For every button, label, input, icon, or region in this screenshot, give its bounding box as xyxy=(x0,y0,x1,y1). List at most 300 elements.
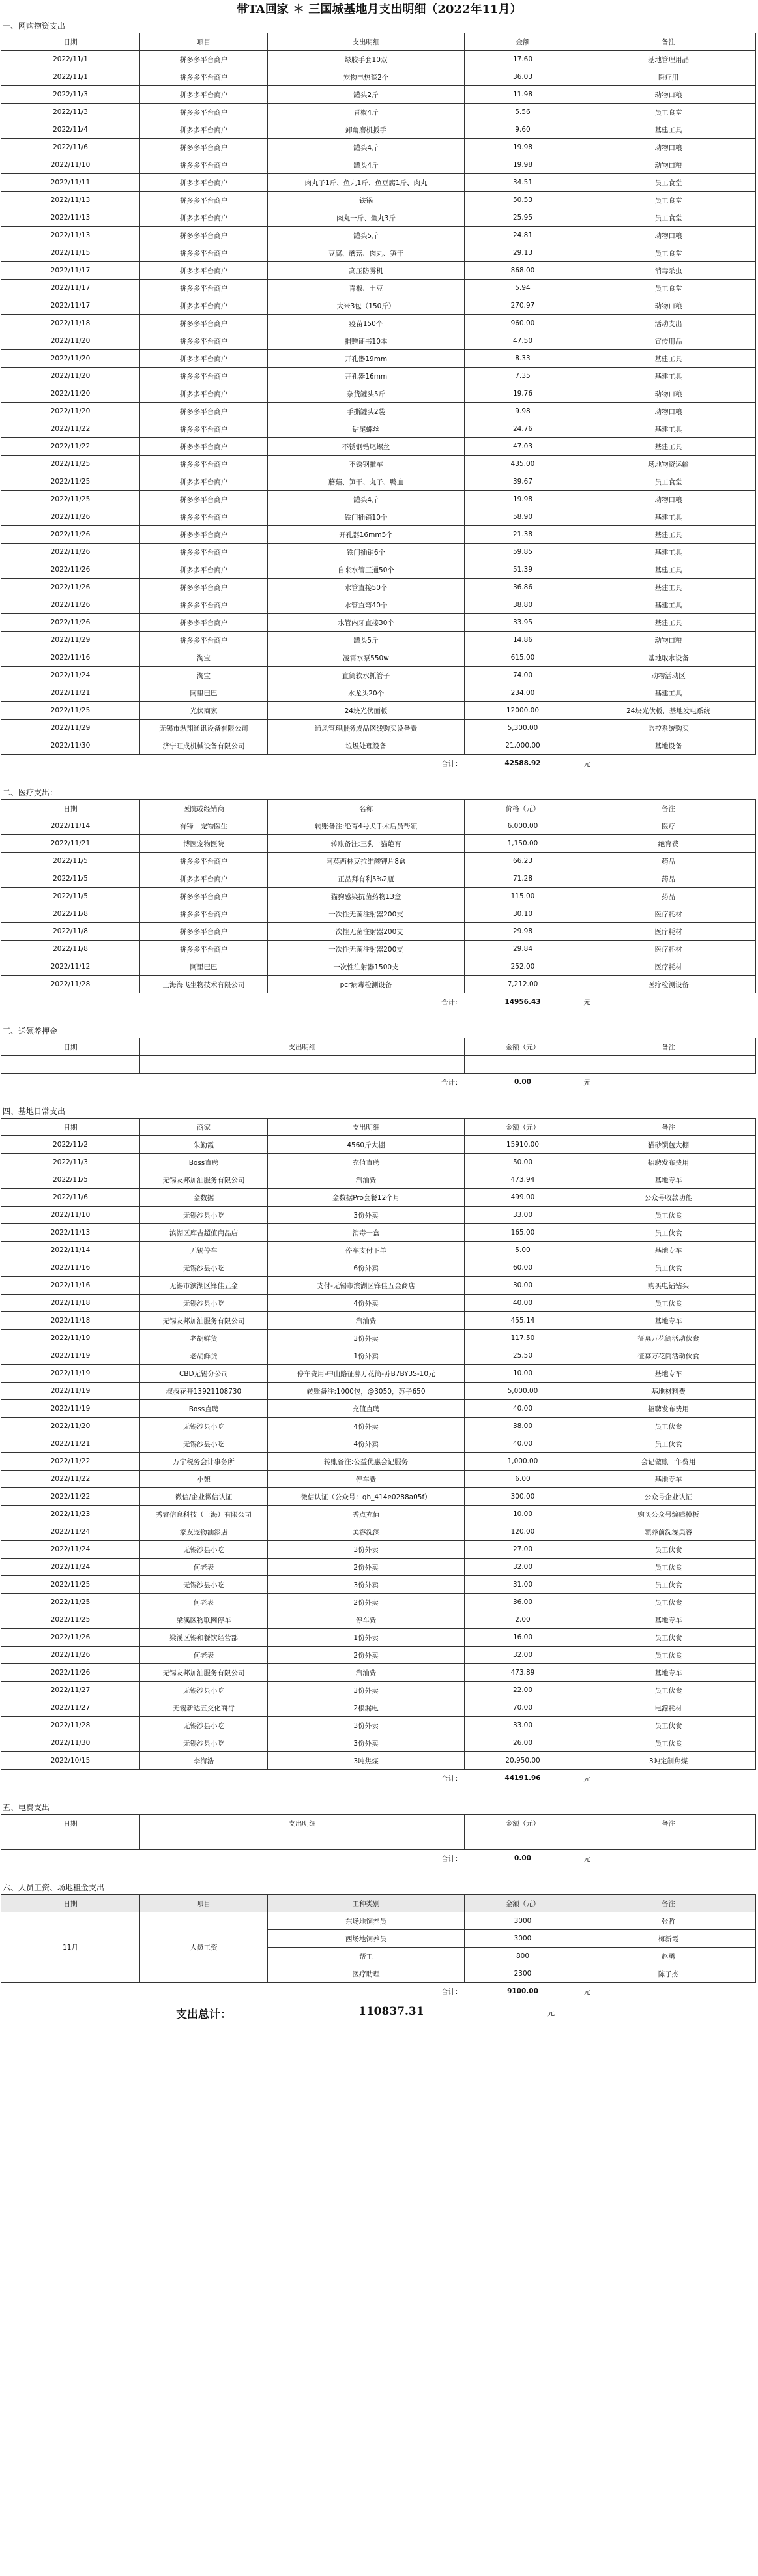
table-cell: 员工伙食 xyxy=(581,1647,756,1664)
table-row xyxy=(1,438,756,456)
table-cell: 2022/11/22 xyxy=(1,420,140,438)
table-cell: 基建工具 xyxy=(581,579,756,596)
table-cell: 无锡沙县小吃 xyxy=(140,1418,268,1435)
header-amount: 金额 xyxy=(465,33,581,51)
table-cell: 2022/11/20 xyxy=(1,1418,140,1435)
table-cell: 汽油费 xyxy=(268,1664,465,1682)
table-cell: 2022/11/10 xyxy=(1,156,140,174)
table-cell: 青椒4斤 xyxy=(268,104,465,121)
table-cell: 拼多多平台商户 xyxy=(140,438,268,456)
adoption-deposit-table xyxy=(1,1038,756,1090)
table-cell: 拼多多平台商户 xyxy=(140,192,268,209)
table-row xyxy=(1,1682,756,1699)
total-row xyxy=(1,755,756,772)
header-note: 备注 xyxy=(581,1895,756,1912)
table-cell: 2022/11/25 xyxy=(1,702,140,720)
table-row xyxy=(1,632,756,649)
table-cell: 老胡鲜货 xyxy=(140,1330,268,1347)
table-cell: 基地管理用品 xyxy=(581,51,756,68)
table-cell: 员工伙食 xyxy=(581,1594,756,1611)
table-cell: 朱勤霞 xyxy=(140,1136,268,1154)
table-row xyxy=(1,1594,756,1611)
table-row xyxy=(1,853,756,870)
table-cell: 转账备注:公益优惠会记服务 xyxy=(268,1453,465,1471)
table-cell: 东场地饲养员 xyxy=(268,1912,465,1930)
table-row xyxy=(1,1242,756,1259)
table-cell: 2022/11/18 xyxy=(1,1295,140,1312)
table-cell: 38.00 xyxy=(465,1418,581,1435)
table-cell: 员工伙食 xyxy=(581,1682,756,1699)
table-cell: 34.51 xyxy=(465,174,581,192)
table-cell: 33.00 xyxy=(465,1717,581,1734)
table-cell: 3份外卖 xyxy=(268,1734,465,1752)
table-row xyxy=(1,350,756,368)
table-header-row xyxy=(1,1038,756,1056)
table-cell: 8.33 xyxy=(465,350,581,368)
table-cell: 拼多多平台商户 xyxy=(140,385,268,403)
table-cell: 3吨焦煤 xyxy=(268,1752,465,1770)
table-cell: 拼多多平台商户 xyxy=(140,332,268,350)
table-cell: 罐头2斤 xyxy=(268,86,465,104)
table-cell: 2022/11/25 xyxy=(1,1594,140,1611)
table-row xyxy=(1,1912,756,1930)
table-cell: 医疗耗材 xyxy=(581,923,756,941)
table-cell: 2根漏电 xyxy=(268,1699,465,1717)
table-cell: 基建工具 xyxy=(581,526,756,544)
table-cell: 秀睿信息科技（上海）有限公司 xyxy=(140,1506,268,1523)
table-cell: 2022/11/1 xyxy=(1,68,140,86)
total-row xyxy=(1,1850,756,1867)
table-row xyxy=(1,209,756,227)
table-cell: 医疗检测设备 xyxy=(581,976,756,993)
table-row xyxy=(1,923,756,941)
table-cell: 药品 xyxy=(581,870,756,888)
table-cell: 120.00 xyxy=(465,1523,581,1541)
table-cell: 基建工具 xyxy=(581,684,756,702)
table-cell: 梁溪区物联网停车 xyxy=(140,1611,268,1629)
table-row xyxy=(1,649,756,667)
table-cell: 基地取水设备 xyxy=(581,649,756,667)
table-cell: 5.56 xyxy=(465,104,581,121)
table-cell: 绝育费 xyxy=(581,835,756,853)
header-detail: 支出明细 xyxy=(140,1815,465,1832)
table-row xyxy=(1,958,756,976)
table-row xyxy=(1,244,756,262)
table-cell: 手撕罐头2袋 xyxy=(268,403,465,420)
table-cell: 2022/11/25 xyxy=(1,491,140,508)
grand-total xyxy=(0,2000,758,2022)
table-cell: 员工食堂 xyxy=(581,174,756,192)
table-cell: 梁溪区锡和餐饮经营部 xyxy=(140,1629,268,1647)
table-cell: 自来水管三通50个 xyxy=(268,561,465,579)
table-cell: 32.00 xyxy=(465,1559,581,1576)
total-value: 0.00 xyxy=(514,1854,531,1862)
table-cell: 无锡新达五交化商行 xyxy=(140,1699,268,1717)
total-value: 9100.00 xyxy=(507,1987,538,1995)
table-cell: 会记做账一年费用 xyxy=(581,1453,756,1471)
table-cell: 50.00 xyxy=(465,1154,581,1171)
table-cell: 基建工具 xyxy=(581,614,756,632)
grand-total-unit: 元 xyxy=(547,2009,555,2017)
table-cell: 停车费 xyxy=(268,1471,465,1488)
table-cell: 无锡停车 xyxy=(140,1242,268,1259)
table-cell: 2022/11/24 xyxy=(1,1541,140,1559)
table-cell: 拼多多平台商户 xyxy=(140,86,268,104)
table-cell: 165.00 xyxy=(465,1224,581,1242)
table-cell: 医疗耗材 xyxy=(581,958,756,976)
table-cell: 2022/11/26 xyxy=(1,508,140,526)
table-cell: 拼多多平台商户 xyxy=(140,174,268,192)
header-job-type: 工种类别 xyxy=(268,1895,465,1912)
table-cell: 一次性注射器1500支 xyxy=(268,958,465,976)
table-cell: 动物口粮 xyxy=(581,227,756,244)
total-row xyxy=(1,993,756,1011)
table-cell: 2022/11/2 xyxy=(1,1136,140,1154)
table-row xyxy=(1,1259,756,1277)
table-row xyxy=(1,368,756,385)
table-cell: 2022/11/17 xyxy=(1,280,140,297)
table-row xyxy=(1,86,756,104)
table-cell: 拼多多平台商户 xyxy=(140,579,268,596)
header-name: 名称 xyxy=(268,800,465,817)
table-cell: 动物口粮 xyxy=(581,385,756,403)
table-cell: 基地专车 xyxy=(581,1471,756,1488)
table-cell: 615.00 xyxy=(465,649,581,667)
table-cell: 动物口粮 xyxy=(581,156,756,174)
table-cell: 微信认证（公众号：gh_414e0288a05f） xyxy=(268,1488,465,1506)
table-cell: 青椒、土豆 xyxy=(268,280,465,297)
table-cell: 无锡沙县小吃 xyxy=(140,1259,268,1277)
table-cell: 2022/11/18 xyxy=(1,315,140,332)
section-medical-label: 二、医疗支出： xyxy=(3,788,58,797)
total-row xyxy=(1,1983,756,2000)
table-cell: 罐头5斤 xyxy=(268,632,465,649)
table-cell: 58.90 xyxy=(465,508,581,526)
table-cell: 无锡市纵翔通讯设备有限公司 xyxy=(140,720,268,737)
table-cell: 药品 xyxy=(581,853,756,870)
table-cell: 员工伙食 xyxy=(581,1224,756,1242)
table-cell: 钻尾螺丝 xyxy=(268,420,465,438)
table-cell: 无锡市滨湖区锋佳五金 xyxy=(140,1277,268,1295)
table-cell: 基地专车 xyxy=(581,1312,756,1330)
table-cell: 25.95 xyxy=(465,209,581,227)
table-cell: 24.81 xyxy=(465,227,581,244)
table-cell: 252.00 xyxy=(465,958,581,976)
table-cell: 无锡沙县小吃 xyxy=(140,1295,268,1312)
table-cell xyxy=(140,755,268,772)
table-cell: 2022/11/26 xyxy=(1,1664,140,1682)
table-row xyxy=(1,1488,756,1506)
table-cell: 2022/11/21 xyxy=(1,684,140,702)
header-note: 备注 xyxy=(581,33,756,51)
table-row xyxy=(1,1734,756,1752)
table-cell: 拼多多平台商户 xyxy=(140,51,268,68)
table-cell: 2022/11/22 xyxy=(1,1488,140,1506)
table-row xyxy=(1,1717,756,1734)
header-amount: 金额（元） xyxy=(465,1038,581,1056)
table-cell: 拼多多平台商户 xyxy=(140,350,268,368)
table-cell: 凌霄水泵550w xyxy=(268,649,465,667)
table-cell: 3000 xyxy=(465,1930,581,1948)
header-amount: 金额（元） xyxy=(465,1119,581,1136)
table-cell: 医疗耗材 xyxy=(581,905,756,923)
table-cell: 33.00 xyxy=(465,1207,581,1224)
table-cell: 员工食堂 xyxy=(581,473,756,491)
table-cell: 2份外卖 xyxy=(268,1647,465,1664)
table-cell: 宠物电热毯2个 xyxy=(268,68,465,86)
table-cell: 公众号收款功能 xyxy=(581,1189,756,1207)
table-cell: 招聘发布费用 xyxy=(581,1400,756,1418)
table-cell: 员工伙食 xyxy=(581,1435,756,1453)
table-cell: 汽油费 xyxy=(268,1312,465,1330)
table-row xyxy=(1,385,756,403)
table-cell: 2022/11/25 xyxy=(1,473,140,491)
table-cell: 2022/11/24 xyxy=(1,667,140,684)
table-row xyxy=(1,1277,756,1295)
table-cell: 2022/11/16 xyxy=(1,1259,140,1277)
table-cell: 罐头4斤 xyxy=(268,139,465,156)
table-cell: 一次性无菌注射器200支 xyxy=(268,941,465,958)
table-cell: 5.94 xyxy=(465,280,581,297)
table-cell: 基地专车 xyxy=(581,1242,756,1259)
table-cell: 2022/11/28 xyxy=(1,976,140,993)
table-cell: 金数据 xyxy=(140,1189,268,1207)
table-cell: 960.00 xyxy=(465,315,581,332)
table-header-row xyxy=(1,1815,756,1832)
table-cell: 7,212.00 xyxy=(465,976,581,993)
table-cell: 2022/11/30 xyxy=(1,737,140,755)
table-cell: 无锡沙县小吃 xyxy=(140,1682,268,1699)
table-cell: 宣传用品 xyxy=(581,332,756,350)
table-cell: 征募万花筒活动伙食 xyxy=(581,1330,756,1347)
table-row xyxy=(1,976,756,993)
table-cell: 499.00 xyxy=(465,1189,581,1207)
table-cell: 32.00 xyxy=(465,1647,581,1664)
table-cell: 6.00 xyxy=(465,1471,581,1488)
table-cell: 基建工具 xyxy=(581,508,756,526)
total-unit: 元 xyxy=(583,1774,590,1783)
table-cell: 2022/11/26 xyxy=(1,579,140,596)
table-cell: 员工伙食 xyxy=(581,1418,756,1435)
online-purchase-table xyxy=(1,33,756,772)
grand-total-value: 110837.31 xyxy=(358,2005,424,2018)
table-cell: 71.28 xyxy=(465,870,581,888)
table-cell xyxy=(1,755,140,772)
total-unit: 元 xyxy=(583,1987,590,1996)
table-cell: 9.98 xyxy=(465,403,581,420)
medical-table xyxy=(1,799,756,1010)
table-row xyxy=(1,1559,756,1576)
table-row xyxy=(1,579,756,596)
header-note: 备注 xyxy=(581,1038,756,1056)
table-row xyxy=(1,1312,756,1330)
table-cell: 停车费 xyxy=(268,1611,465,1629)
grand-total-label: 支出总计： xyxy=(176,2008,231,2021)
table-cell: 医疗 xyxy=(581,817,756,835)
table-cell: 济宁旺成机械设备有限公司 xyxy=(140,737,268,755)
table-row xyxy=(1,941,756,958)
table-cell: 直筒软水抓管子 xyxy=(268,667,465,684)
table-cell: 电源耗材 xyxy=(581,1699,756,1717)
table-cell: 70.00 xyxy=(465,1699,581,1717)
table-row xyxy=(1,1400,756,1418)
table-cell: 2022/11/8 xyxy=(1,905,140,923)
table-cell: 无锡沙县小吃 xyxy=(140,1541,268,1559)
table-row xyxy=(1,1418,756,1435)
table-cell: 员工食堂 xyxy=(581,280,756,297)
table-row xyxy=(1,1664,756,1682)
table-row xyxy=(1,737,756,755)
table-cell: 26.00 xyxy=(465,1734,581,1752)
table-cell: 19.76 xyxy=(465,385,581,403)
table-row xyxy=(1,544,756,561)
table-cell: 员工伙食 xyxy=(581,1207,756,1224)
table-cell: 肉丸一斤、鱼丸3斤 xyxy=(268,209,465,227)
table-cell: 29.84 xyxy=(465,941,581,958)
table-cell: 蘑菇、笋干、丸子、鸭血 xyxy=(268,473,465,491)
table-cell: 2022/11/29 xyxy=(1,632,140,649)
table-cell: 3份外卖 xyxy=(268,1682,465,1699)
table-cell: 西场地饲养员 xyxy=(268,1930,465,1948)
table-cell: 无锡沙县小吃 xyxy=(140,1207,268,1224)
table-row xyxy=(1,262,756,280)
table-cell: 2022/11/27 xyxy=(1,1682,140,1699)
table-cell: 2022/11/26 xyxy=(1,1647,140,1664)
table-cell: 梅新霞 xyxy=(581,1930,756,1948)
table-cell: 何老表 xyxy=(140,1559,268,1576)
table-cell: 19.98 xyxy=(465,139,581,156)
table-row xyxy=(1,870,756,888)
table-cell: 员工食堂 xyxy=(581,209,756,227)
table-cell: 基地专车 xyxy=(581,1365,756,1383)
table-cell: 66.23 xyxy=(465,853,581,870)
table-cell: 拼多多平台商户 xyxy=(140,473,268,491)
table-cell: 2022/11/19 xyxy=(1,1347,140,1365)
table-cell: 39.67 xyxy=(465,473,581,491)
table-cell: 5,000.00 xyxy=(465,1383,581,1400)
table-header-row xyxy=(1,1119,756,1136)
table-row xyxy=(1,1207,756,1224)
salary-month: 11月 xyxy=(1,1912,140,1983)
table-row xyxy=(1,1752,756,1770)
table-cell: 水龙头20个 xyxy=(268,684,465,702)
table-cell: 473.94 xyxy=(465,1171,581,1189)
table-header-row xyxy=(1,800,756,817)
table-row xyxy=(1,905,756,923)
table-row xyxy=(1,508,756,526)
table-cell: 阿莫西林克拉维酸钾片8盒 xyxy=(268,853,465,870)
table-cell: 2022/11/5 xyxy=(1,1171,140,1189)
table-row xyxy=(1,702,756,720)
table-cell xyxy=(1,993,140,1011)
table-cell: 李海浩 xyxy=(140,1752,268,1770)
table-row xyxy=(1,817,756,835)
table-cell: 不锈钢推车 xyxy=(268,456,465,473)
header-date: 日期 xyxy=(1,1038,140,1056)
total-value: 0.00 xyxy=(514,1078,531,1086)
header-date: 日期 xyxy=(1,33,140,51)
table-cell: 4份外卖 xyxy=(268,1295,465,1312)
table-cell: 拼多多平台商户 xyxy=(140,632,268,649)
table-row xyxy=(1,1576,756,1594)
table-cell: 拼多多平台商户 xyxy=(140,544,268,561)
table-cell: 动物口粮 xyxy=(581,139,756,156)
table-cell: 通风管理服务成品网线购买设备费 xyxy=(268,720,465,737)
table-row xyxy=(1,1171,756,1189)
table-cell: 2022/11/16 xyxy=(1,1277,140,1295)
table-cell: 30.00 xyxy=(465,1277,581,1295)
table-cell: 动物口粮 xyxy=(581,297,756,315)
table-cell: 40.00 xyxy=(465,1435,581,1453)
table-cell: 60.00 xyxy=(465,1259,581,1277)
table-cell: 充值直聘 xyxy=(268,1400,465,1418)
table-cell: 15910.00 xyxy=(465,1136,581,1154)
table-cell: 拼多多平台商户 xyxy=(140,561,268,579)
table-cell: 罐头4斤 xyxy=(268,491,465,508)
table-cell: 停车支付下单 xyxy=(268,1242,465,1259)
table-row xyxy=(1,297,756,315)
table-cell: 2022/11/13 xyxy=(1,227,140,244)
table-cell: 21,000.00 xyxy=(465,737,581,755)
table-row xyxy=(1,1435,756,1453)
table-row xyxy=(1,315,756,332)
table-cell: 家友宠物油漆店 xyxy=(140,1523,268,1541)
table-cell: 800 xyxy=(465,1948,581,1965)
table-cell: 2022/11/25 xyxy=(1,1611,140,1629)
table-cell: 17.60 xyxy=(465,51,581,68)
table-cell: 员工伙食 xyxy=(581,1259,756,1277)
table-cell: 36.86 xyxy=(465,579,581,596)
table-cell: 10.00 xyxy=(465,1506,581,1523)
table-cell: 47.03 xyxy=(465,438,581,456)
table-cell: 2022/11/25 xyxy=(1,1576,140,1594)
table-cell: 22.00 xyxy=(465,1682,581,1699)
table-cell: 拼多多平台商户 xyxy=(140,420,268,438)
table-cell: 拼多多平台商户 xyxy=(140,315,268,332)
table-row xyxy=(1,561,756,579)
table-cell: 9.60 xyxy=(465,121,581,139)
table-cell: 33.95 xyxy=(465,614,581,632)
header-note: 备注 xyxy=(581,1815,756,1832)
table-cell: 5,300.00 xyxy=(465,720,581,737)
table-cell: 300.00 xyxy=(465,1488,581,1506)
table-cell: 基地材料费 xyxy=(581,1383,756,1400)
table-cell: 6份外卖 xyxy=(268,1259,465,1277)
table-cell: 开孔器19mm xyxy=(268,350,465,368)
table-row xyxy=(1,227,756,244)
table-cell: 动物口粮 xyxy=(581,403,756,420)
table-cell: 垃圾处理设备 xyxy=(268,737,465,755)
table-cell: 2022/11/19 xyxy=(1,1365,140,1383)
table-cell: 29.98 xyxy=(465,923,581,941)
table-cell: 2022/11/8 xyxy=(1,923,140,941)
table-cell: 员工食堂 xyxy=(581,192,756,209)
table-cell: 2022/11/19 xyxy=(1,1383,140,1400)
section-adoption-deposit-label: 三、送领养押金 xyxy=(3,1027,58,1036)
table-cell: 基建工具 xyxy=(581,420,756,438)
table-cell: 拼多多平台商户 xyxy=(140,297,268,315)
table-row xyxy=(1,1189,756,1207)
table-cell: 张哲 xyxy=(581,1912,756,1930)
section-online-purchase-label: 一、网购物资支出 xyxy=(3,22,66,31)
table-cell: 赵勇 xyxy=(581,1948,756,1965)
table-row xyxy=(1,1154,756,1171)
table-cell: 拼多多平台商户 xyxy=(140,508,268,526)
table-cell: 2022/11/21 xyxy=(1,1435,140,1453)
header-date: 日期 xyxy=(1,1815,140,1832)
table-cell: 36.00 xyxy=(465,1594,581,1611)
table-cell: 51.39 xyxy=(465,561,581,579)
